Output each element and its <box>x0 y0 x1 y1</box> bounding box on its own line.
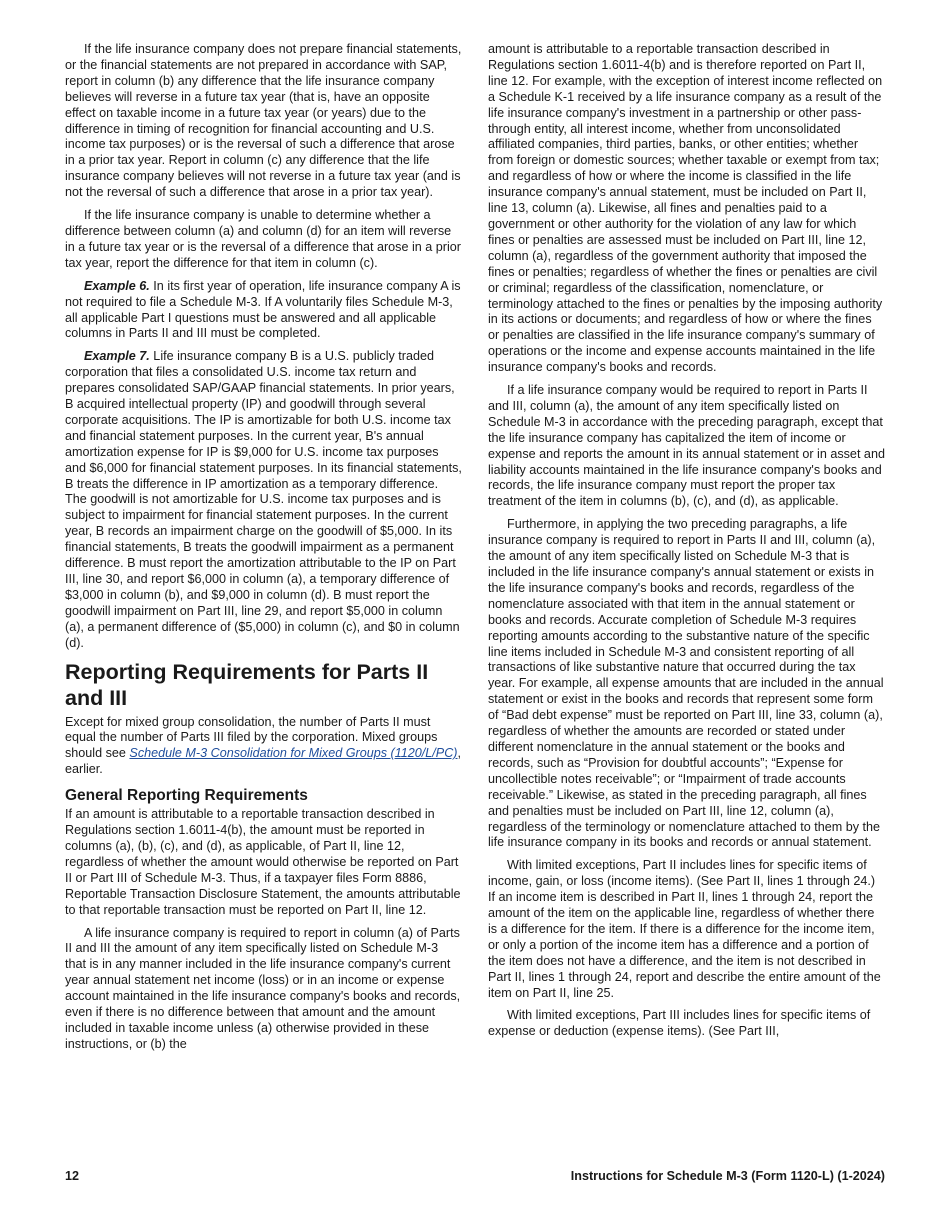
example-6-label: Example 6. <box>84 278 150 293</box>
paragraph-mixed-groups <box>65 715 462 779</box>
paragraph-reportable-transaction: If an amount is attributable to a reportable transaction described in Regulations section 1.6011-4(b), the amount must be reported in columns (a), (b), (c), and (d), as applicable, of Part II, line 12, regardless of whether the amount would otherwise be reported on Part II or Part III of Schedule M-3. Thus, if a taxpayer files Form 8886, Reportable Transaction Disclosure Statement, the amounts attributable to that reportable transaction must be reported on Part II, line 12. <box>65 807 461 917</box>
example-7 <box>65 349 462 651</box>
example-6-text: In its first year of operation, life insurance company A is not required to file a Schedule M-3. If A voluntarily files Schedule M-3, all applicable Part I questions must be answered and all applicable columns in Parts II and III must be completed. <box>65 278 461 341</box>
heading-reporting-requirements: Reporting Requirements for Parts II and III <box>65 659 429 710</box>
paragraph-furthermore: Furthermore, in applying the two preceding paragraphs, a life insurance company is required to report in Parts II and III, column (a), the amount of any item specifically listed on Schedule M-3 that is included in the life insurance company's annual statement or exists in the life insurance company's books and records, regardless of the nomenclature associated with that item in the annual statement or books and records. Accurate completion of Schedule M-3 requires reporting amounts according to the substantive nature of the specific line items included in Schedule M-3 and consistent reporting of all transactions of like substantive nature that occurred during the tax year. For example, all expense amounts that are included in the annual statement or exist in the books and records that represent some form of “Bad debt expense” must be reported on Part III, line 33, column (a), regardless of whether the amounts are recorded or stated under different nomenclature in the annual statement or the books and records, such as “Provision for doubtful accounts”; “Expense for uncollectible notes receivable”; or “Impairment of trade accounts receivable.” Likewise, as stated in the preceding paragraph, all fines and penalties must be included on Part III, line 12, column (a), regardless of the terminology or nomenclature attached to them by the life insurance company in its books and records or annual statement. <box>488 517 884 850</box>
paragraph-part-ii-income: With limited exceptions, Part II includes lines for specific items of income, gain, or loss (income items). (See Part II, lines 1 through 24.) If an income item is described in Part II, lines 1 through 24, report the amount of the item on the applicable line, regardless of whether there is a difference for the item. If there is a difference for the income item, or only a portion of the income item has a difference and a portion of the item does not have a difference, and the item is not described in Part II, lines 1 through 24, report and describe the entire amount of the item on Part II, line 25. <box>488 858 881 1000</box>
page-number: 12 <box>65 1169 80 1183</box>
paragraph-required-to-report: A life insurance company is required to report in column (a) of Parts II and III the amount of any item specifically listed on Schedule M-3 that is in any manner included in the life insurance company's current year annual statement net income (loss) or in an income or expense account maintained in the life insurance company's books and records, even if there is no difference between that amount and the amount included in taxable income unless (a) otherwise provided in these instructions, or (b) the <box>65 925 461 1051</box>
paragraph-capitalized-items: If a life insurance company would be required to report in Parts II and III, column (a), the amount of any item specifically listed on Schedule M-3 in accordance with the preceding paragraph, except that the life insurance company has capitalized the item of income or expense and reports the amount in its annual statement or in asset and liability accounts maintained in the life insurance company's books and records, the life insurance company must report the proper tax treatment of the item in columns (b), (c), and (d), as applicable. <box>488 383 885 509</box>
heading-general-reporting: General Reporting Requirements <box>65 787 308 805</box>
paragraph-unable-to-determine: If the life insurance company is unable to determine whether a difference between column (a) and column (d) for an item will reverse in a future tax year or is the reversal of a difference that arose in a prior tax year, report the difference for that item in column (c). <box>65 208 461 270</box>
example-7-label: Example 7. <box>84 349 150 364</box>
example-7-text: Life insurance company B is a U.S. publicly traded corporation that files a consolidated U.S. income tax return and prepares consolidated SAP/GAAP financial statements. In prior years, B acquired intellectual property (IP) and goodwill through several corporate acquisitions. The IP is amortizable for both U.S. income tax and financial statement purposes. In the current year, B's annual amortization expense for IP is $9,000 for U.S. income tax purposes and $6,000 for financial statement purposes. In its financial statements, B treats the difference in IP amortization as a temporary difference. The goodwill is not amortizable for U.S. income tax purposes and is subject to impairment for financial statement purposes. In the current year, B records an impairment charge on the goodwill of $5,000. In its financial statements, B treats the goodwill impairment as a permanent difference. B must report the amortization attributable to the IP on Part III, line 30, and report $6,000 in column (a), a temporary difference of $3,000 in column (b), and $9,000 in column (d). B must report the goodwill impairment on Part III, line 29, and report $5,000 in column (a), a permanent difference of ($5,000) in column (c), and $0 in column (d). <box>65 349 462 650</box>
form-title-footer: Instructions for Schedule M-3 (Form 1120-L) (1-2024) <box>570 1169 885 1183</box>
mixed-groups-text-end: , earlier. <box>65 746 461 777</box>
right-column <box>488 42 885 1040</box>
example-6 <box>65 279 462 343</box>
paragraph-part-iii-expense: With limited exceptions, Part III includes lines for specific items of expense or deduction (expense items). (See Part III, <box>488 1008 871 1039</box>
left-column <box>65 42 462 1053</box>
paragraph-sap-differences: If the life insurance company does not prepare financial statements, or the financial statements are not prepared in accordance with SAP, report in column (b) any difference that the life insurance company believes will reverse in a future tax year (that is, have an opposite effect on taxable income in a future tax year (or years) due to the difference in timing of recognition for financial accounting and U.S. income tax purposes) or is the reversal of such a difference that arose in a prior tax year. Report in column (c) any difference that the life insurance company believes will not reverse in a future tax year (and is not the reversal of such a difference that arose in a prior tax year). <box>65 42 462 200</box>
paragraph-continued: amount is attributable to a reportable transaction described in Regulations section 1.6011-4(b) and is therefore reported on Part II, line 12. For example, with the exception of interest income reflected on a Schedule K-1 received by a life insurance company as a result of the life insurance company's investment in a partnership or other pass-through entity, all interest income, whether from unconsolidated affiliated companies, third parties, banks, or other entities; whether from foreign or domestic sources; whether taxable or exempt from tax; and regardless of how or where the income is classified in the life insurance company's annual statement, must be included on Part II, line 13, column (a). Likewise, all fines and penalties paid to a government or other authority for the violation of any law for which fines or penalties are assessed must be included on Part III, line 12, column (a), regardless of the government authority that imposed the fines or penalties; regardless of whether the fines or penalties are civil or criminal; regardless of the classification, nomenclature, or terminology attached to the fines or penalties by the imposing authority in its actions or documents; and regardless of how or where the fines or penalties are classified in the life insurance company's summary of operations or the income and expense accounts maintained in the life insurance company's books and records. <box>488 42 883 375</box>
mixed-groups-text: Except for mixed group consolidation, the number of Parts II must equal the number of Parts III filed by the corporation. Mixed groups should see <box>65 714 438 761</box>
mixed-groups-link[interactable]: Schedule M-3 Consolidation for Mixed Groups (1120/L/PC) <box>129 746 458 761</box>
